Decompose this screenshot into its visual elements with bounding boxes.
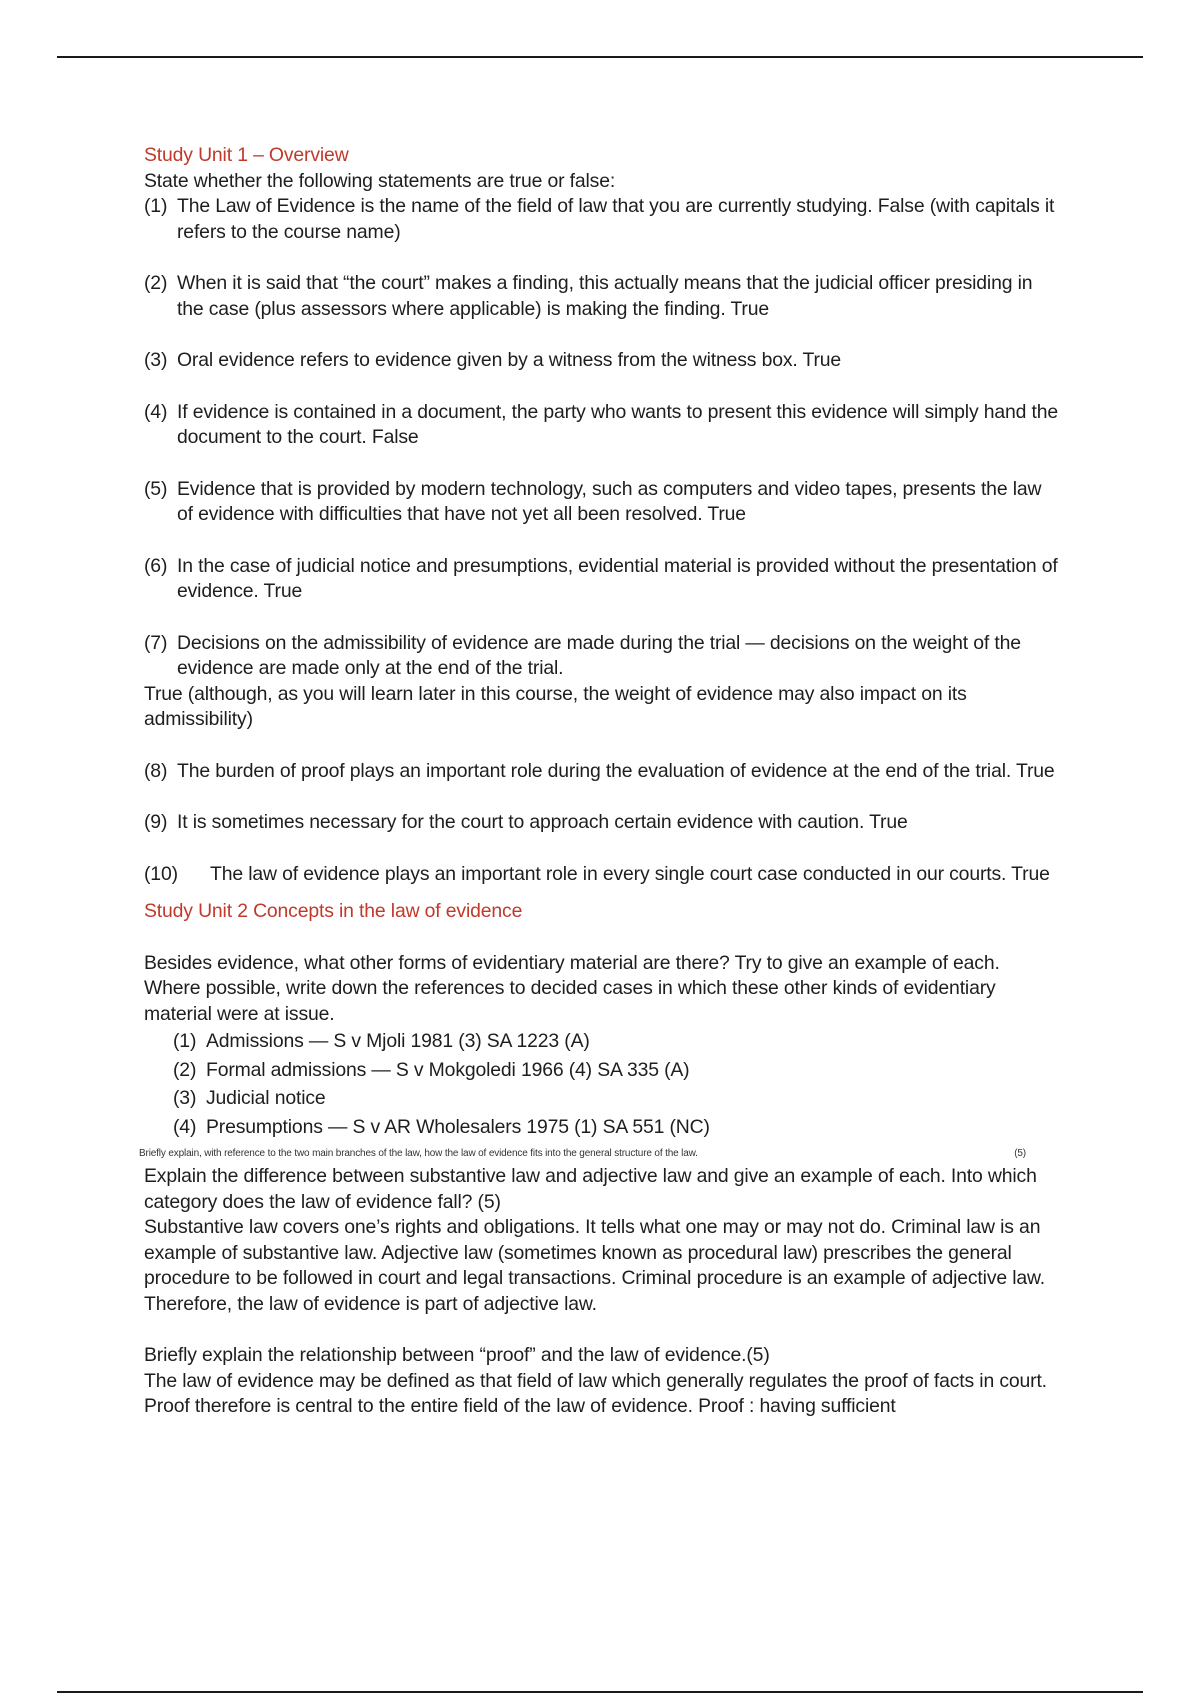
small-print-question xyxy=(139,1147,1060,1161)
proof-question: Briefly explain the relationship between “proof” and the law of evidence.(5) xyxy=(144,1344,770,1366)
list-item-number: (4) xyxy=(173,1115,197,1138)
list-item-number: (3) xyxy=(173,1087,197,1109)
question-text: The burden of proof plays an important role during the evaluation of evidence at the end of the trial. True xyxy=(177,759,1055,782)
question-number: (3) xyxy=(144,349,168,371)
question-number: (9) xyxy=(144,811,168,833)
list-item xyxy=(173,1027,1060,1056)
question-number: (4) xyxy=(144,400,168,423)
list-item-text: Formal admissions — S v Mokgoledi 1966 (4) SA 335 (A) xyxy=(206,1058,690,1081)
question-2 xyxy=(144,271,1060,322)
substantive-law-question: Explain the difference between substantive law and adjective law and give an example of each. Into which category does the law of evidence fall? (5) xyxy=(144,1165,1037,1213)
list-item-text: Admissions — S v Mjoli 1981 (3) SA 1223 (A) xyxy=(206,1030,590,1052)
list-item-number: (2) xyxy=(173,1058,197,1081)
question-text: Evidence that is provided by modern technology, such as computers and video tapes, presents the law of evidence with difficulties that have not yet all been resolved. True xyxy=(177,477,1042,525)
top-rule xyxy=(57,56,1143,58)
question-1 xyxy=(144,194,1060,245)
question-10 xyxy=(144,862,1060,888)
question-number: (7) xyxy=(144,631,168,654)
question-text: Decisions on the admissibility of evidence are made during the trial — decisions on the weight of the evidence are made only at the end of the trial. xyxy=(177,631,1021,679)
small-print-marks: (5) xyxy=(1014,1148,1026,1159)
question-7 xyxy=(144,631,1060,682)
question-number: (8) xyxy=(144,759,168,782)
question-9 xyxy=(144,810,1060,836)
question-text: It is sometimes necessary for the court to approach certain evidence with caution. True xyxy=(177,811,908,833)
question-4 xyxy=(144,400,1060,451)
question-number: (6) xyxy=(144,554,168,577)
question-3 xyxy=(144,348,1060,374)
small-print-text: Briefly explain, with reference to the two main branches of the law, how the law of evidence fits into the general structure of the law. xyxy=(139,1148,698,1159)
unit2-question: Besides evidence, what other forms of evidentiary material are there? Try to give an example of each. Where possible, write down the references to decided cases in which these other kinds of evidentiary material were at issue. xyxy=(144,951,1000,1025)
proof-answer: The law of evidence may be defined as that field of law which generally regulates the proof of facts in court. Proof therefore is central to the entire field of the law of evidence. Proof : having sufficient xyxy=(144,1369,1047,1417)
question-number: (1) xyxy=(144,195,168,217)
unit2-heading: Study Unit 2 Concepts in the law of evidence xyxy=(144,900,523,922)
question-number: (2) xyxy=(144,272,168,294)
evidentiary-material-list xyxy=(144,1027,1060,1141)
unit1-heading: Study Unit 1 – Overview xyxy=(144,144,349,166)
question-text: When it is said that “the court” makes a finding, this actually means that the judicial officer presiding in the case (plus assessors where applicable) is making the finding. True xyxy=(177,272,1033,320)
question-7-answer: True (although, as you will learn later in this course, the weight of evidence may also impact on its admissibility) xyxy=(144,682,967,730)
substantive-law-answer: Substantive law covers one’s rights and obligations. It tells what one may or may not do. Criminal law is an example of substantive law. Adjective law (sometimes known as procedural law) prescribes the general procedure to be followed in court and legal transactions. Criminal procedure is an example of adjective law. Therefore, the law of evidence is part of adjective law. xyxy=(144,1216,1046,1315)
list-item-number: (1) xyxy=(173,1030,197,1052)
question-5 xyxy=(144,477,1060,528)
question-text: The law of evidence plays an important role in every single court case conducted in our courts. True xyxy=(210,862,1050,885)
list-item-text: Presumptions — S v AR Wholesalers 1975 (1) SA 551 (NC) xyxy=(206,1115,710,1138)
unit1-instruction: State whether the following statements are true or false: xyxy=(144,169,616,192)
question-text: In the case of judicial notice and presumptions, evidential material is provided without the presentation of evidence. True xyxy=(177,554,1058,602)
question-8 xyxy=(144,759,1060,785)
bottom-rule xyxy=(57,1691,1143,1693)
question-text: Oral evidence refers to evidence given by a witness from the witness box. True xyxy=(177,349,842,371)
question-number: (10) xyxy=(144,862,178,885)
list-item xyxy=(173,1084,1060,1113)
question-text: The Law of Evidence is the name of the field of law that you are currently studying. False (with capitals it refers to the course name) xyxy=(177,195,1055,243)
list-item-text: Judicial notice xyxy=(206,1087,326,1109)
question-number: (5) xyxy=(144,477,168,500)
list-item xyxy=(173,1113,1060,1142)
list-item xyxy=(173,1056,1060,1085)
question-6 xyxy=(144,554,1060,605)
question-text: If evidence is contained in a document, the party who wants to present this evidence will simply hand the document to the court. False xyxy=(177,400,1059,448)
document-body xyxy=(139,143,1060,1420)
